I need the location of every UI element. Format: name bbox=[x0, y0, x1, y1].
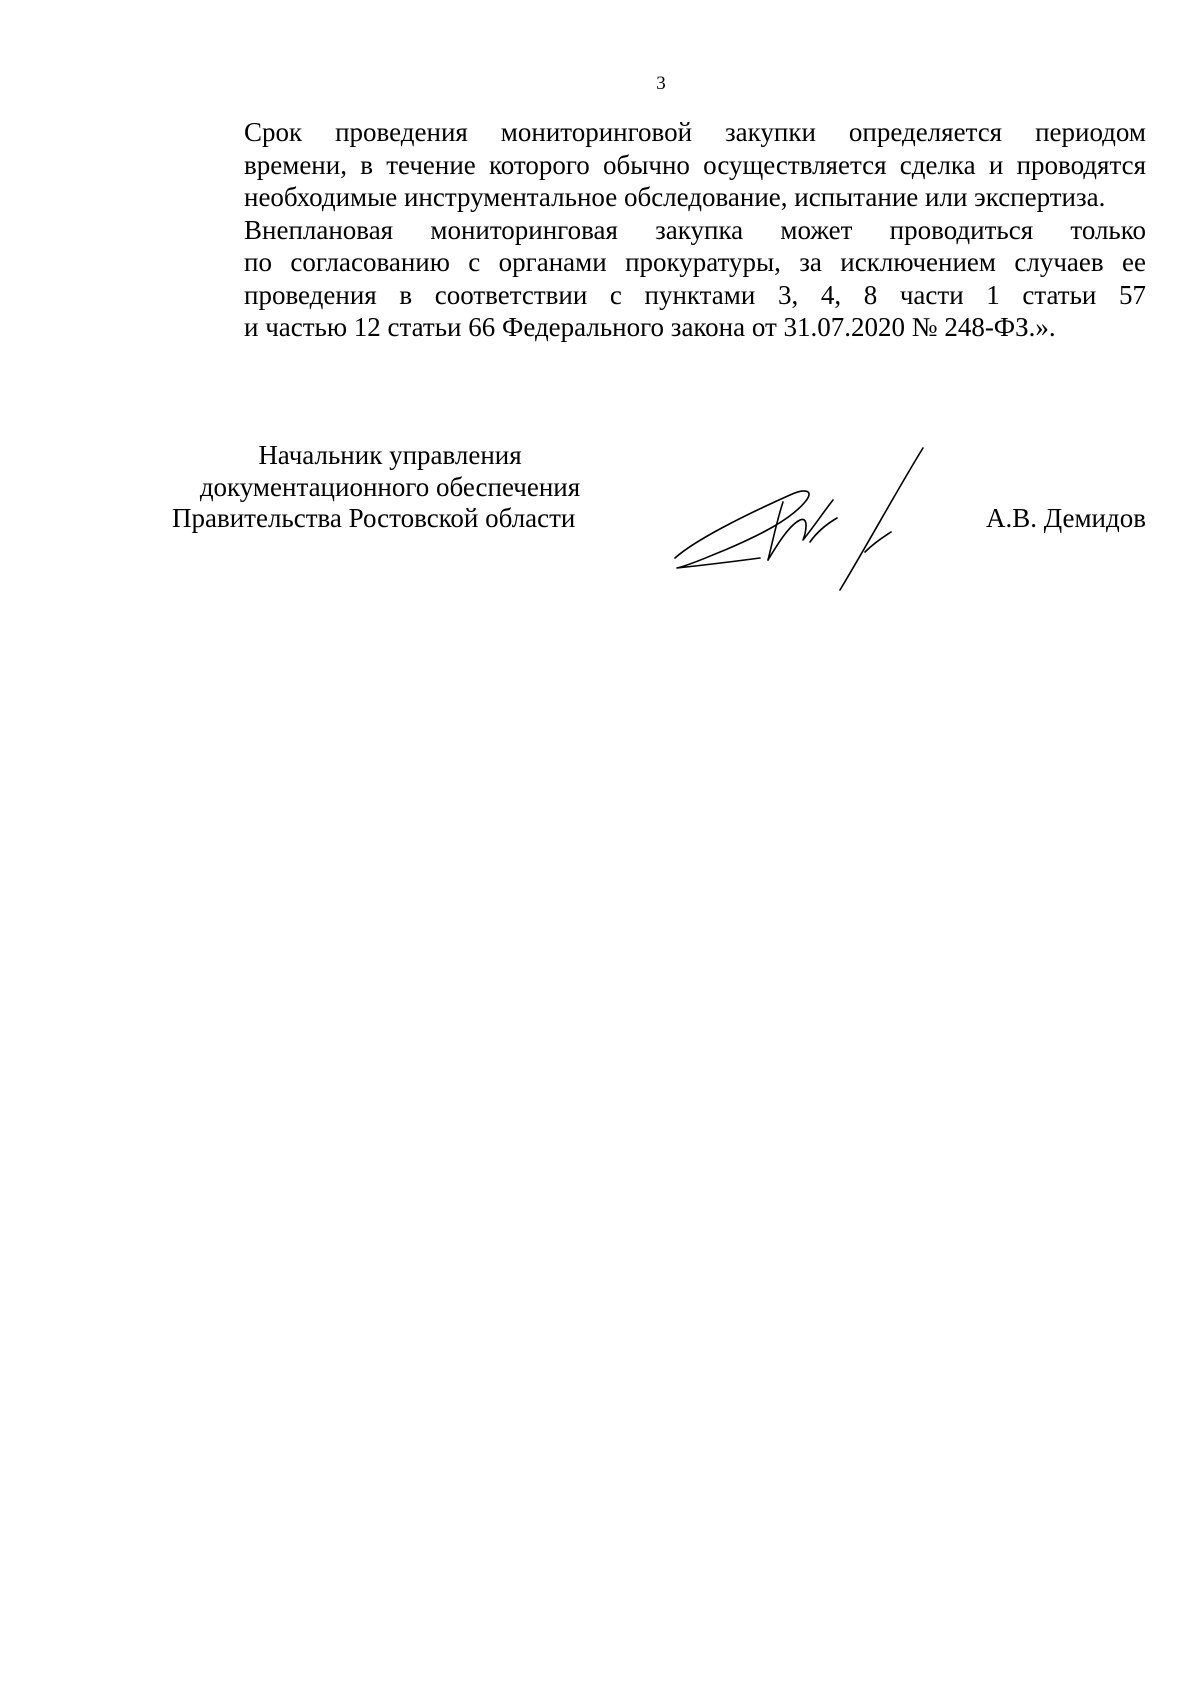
paragraph-line: необходимые инструментальное обследование, испытание или экспертиза. bbox=[244, 182, 1106, 212]
document-body bbox=[172, 116, 1146, 344]
page-number: 3 bbox=[656, 73, 666, 94]
signatory-position-line: Правительства Ростовской области bbox=[172, 503, 576, 533]
signatory-position-line: документационного обеспечения bbox=[199, 471, 581, 502]
paragraph-unplanned-purchase bbox=[172, 214, 1146, 344]
signer-name: А.В. Демидов bbox=[985, 503, 1146, 533]
signatory-position-line: Начальник управления bbox=[258, 440, 522, 470]
signatory-position bbox=[172, 440, 608, 535]
paragraph-line: и частью 12 статьи 66 Федерального закона от 31.07.2020 № 248-ФЗ.». bbox=[244, 312, 1056, 342]
paragraph-monitoring-period bbox=[172, 116, 1146, 214]
paragraph-line: по согласованию с органами прокуратуры, за исключением случаев ее bbox=[244, 247, 1146, 277]
handwritten-signature-icon bbox=[665, 440, 965, 600]
paragraph-line: Срок проведения мониторинговой закупки определяется периодом bbox=[244, 117, 1146, 147]
paragraph-line: проведения в соответствии с пунктами 3, 4, 8 части 1 статьи 57 bbox=[244, 279, 1146, 310]
paragraph-line: Внеплановая мониторинговая закупка может проводиться только bbox=[244, 214, 1146, 245]
paragraph-line: времени, в течение которого обычно осуществляется сделка и проводятся bbox=[244, 149, 1146, 180]
